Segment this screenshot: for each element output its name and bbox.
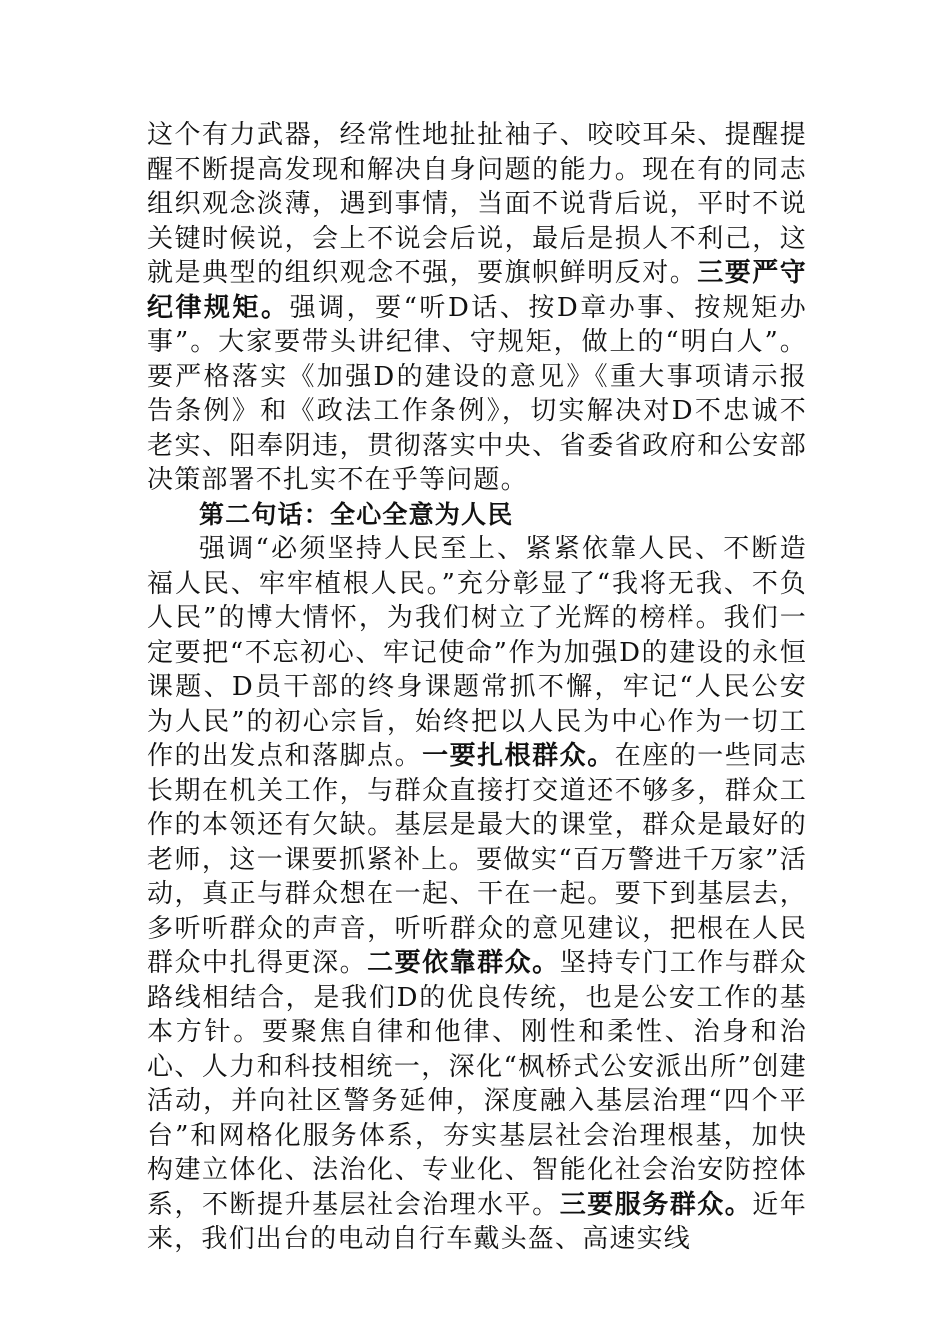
paragraph-text: 近年来，我们出台的电动自行车戴头盔、高速实线 <box>147 1189 807 1254</box>
paragraph-text: 强调“必须坚持人民至上、紧紧依靠人民、不断造福人民、牢牢植根人民。”充分彰显了“我将无我、不负人民”的博大情怀，为我们树立了光辉的榜样。我们一定要把“不忘初心、牢记使命”作为加强D的建设的永恒课题、D员干部的终身课题常抓不懈，牢记“人民公安为人民”的初心宗旨，始终把以人民为中心作为一切工作的出发点和落脚点。 <box>147 534 807 771</box>
bold-point-heading: 三要严守纪律规矩。 <box>147 258 807 323</box>
paragraph-text: 这个有力武器，经常性地扯扯袖子、咬咬耳朵、提醒提醒不断提高发现和解决自身问题的能力。现在有的同志组织观念淡薄，遇到事情，当面不说背后说，平时不说关键时候说，会上不说会后说，最后是损人不利己，这就是典型的组织观念不强，要旗帜鲜明反对。 <box>147 120 807 288</box>
paragraph-text: 在座的一些同志长期在机关工作，与群众直接打交道还不够多，群众工作的本领还有欠缺。基层是最大的课堂，群众是最好的老师，这一课要抓紧补上。要做实“百万警进千万家”活动，真正与群众想在一起、干在一起。要下到基层去，多听听群众的声音，听听群众的意见建议，把根在人民群众中扎得更深。 <box>147 741 807 978</box>
document-body <box>147 118 807 1257</box>
paragraph-text: 坚持专门工作与群众路线相结合，是我们D的优良传统，也是公安工作的基本方针。要聚焦自律和他律、刚性和柔性、治身和治心、人力和科技相统一，深化“枫桥式公安派出所”创建活动，并向社区警务延伸，深度融入基层治理“四个平台”和网格化服务体系，夯实基层社会治理根基，加快构建立体化、法治化、专业化、智能化社会治安防控体系，不断提升基层社会治理水平。 <box>147 948 807 1220</box>
paragraph-discipline <box>147 118 807 498</box>
paragraph-text: 强调，要“听D话、按D章办事、按规矩办事”。大家要带头讲纪律、守规矩，做上的“明白人”。要严格落实《加强D的建设的意见》《重大事项请示报告条例》和《政法工作条例》，切实解决对D不忠诚不老实、阳奉阴违，贯彻落实中央、省委省政府和公安部决策部署不扎实不在乎等问题。 <box>147 292 807 495</box>
paragraph-serve-people <box>147 532 807 1257</box>
bold-point-heading: 三要服务群众。 <box>559 1189 753 1220</box>
bold-point-heading: 一要扎根群众。 <box>422 741 615 771</box>
bold-point-heading: 二要依靠群众。 <box>367 948 560 978</box>
section-heading: 第二句话：全心全意为人民 <box>199 499 514 529</box>
